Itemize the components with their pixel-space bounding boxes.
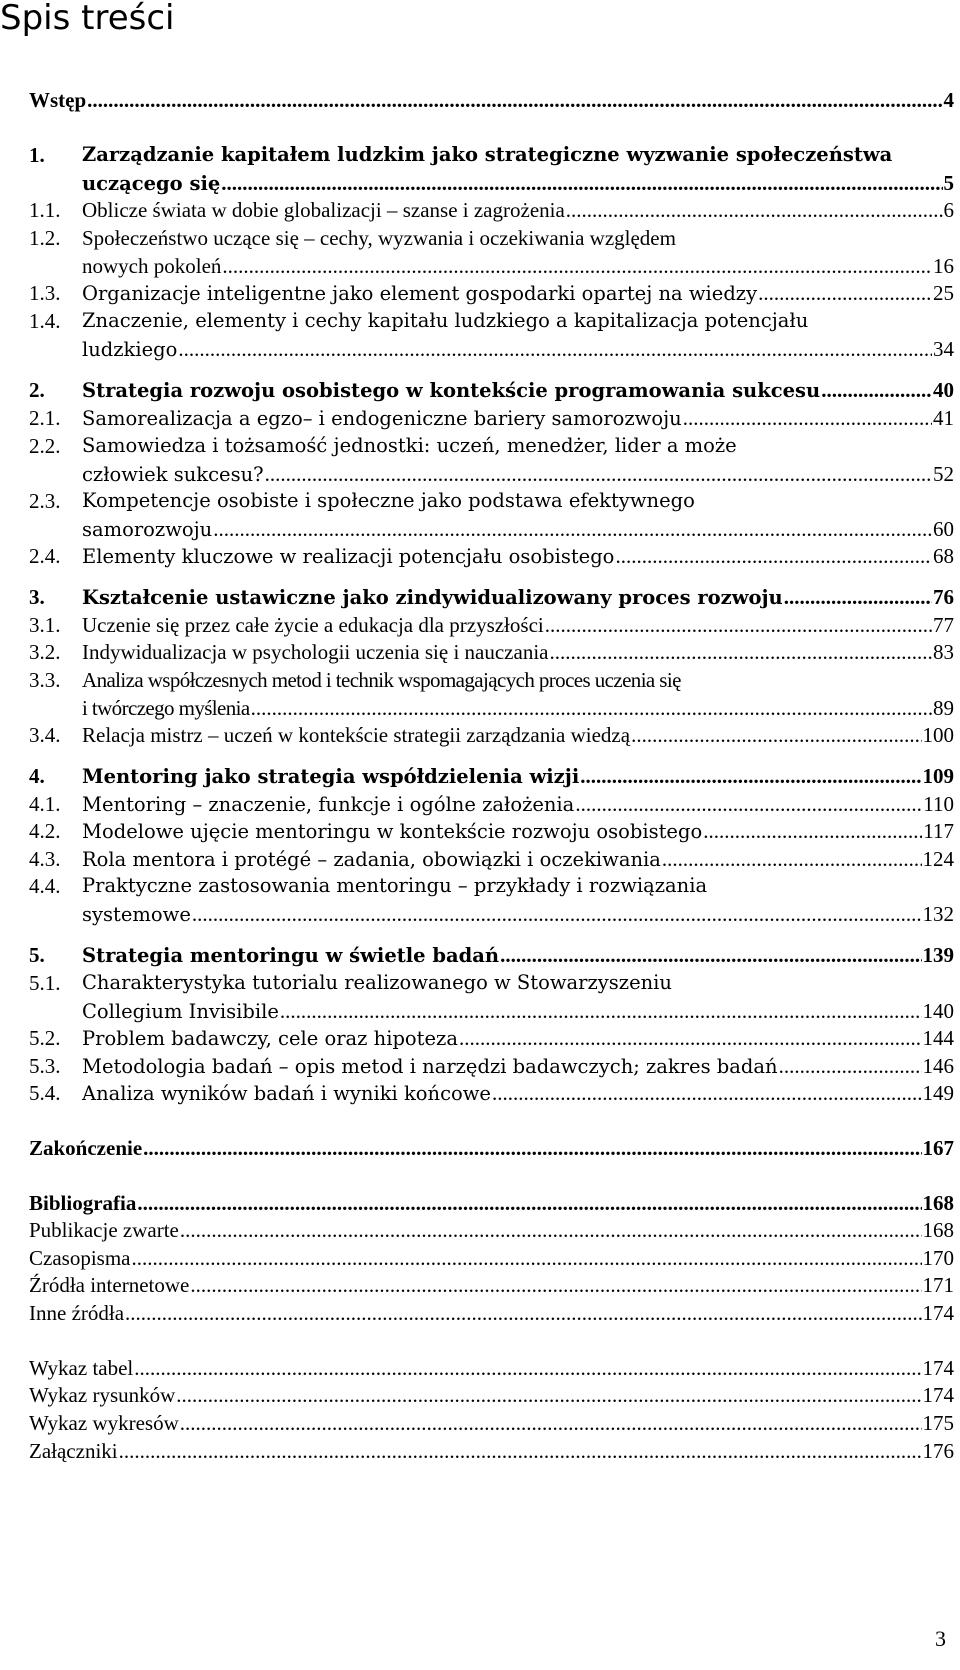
toc-entry-title: Problem badawczy, cele oraz hipoteza <box>82 1027 458 1050</box>
dot-leader <box>280 997 922 1025</box>
toc-entry-title: Analiza współczesnych metod i technik wspomagających proces uczenia się <box>82 668 681 692</box>
toc-entry-title: Rola mentora i protégé – zadania, obowiązki i oczekiwania <box>82 848 661 871</box>
toc-entry-page: 146 <box>922 1054 954 1078</box>
toc-entry-title: Mentoring jako strategia współdzielenia wizji <box>82 765 580 788</box>
toc-entry-title: Wykaz wykresów <box>29 1411 179 1435</box>
toc-entry-page: 168 <box>922 1191 954 1215</box>
dot-leader <box>575 790 922 818</box>
toc-entry-number: 5.1. <box>29 971 61 995</box>
dot-leader <box>134 1354 921 1382</box>
toc-entry[interactable] <box>29 432 954 488</box>
toc-entry-page: 77 <box>933 613 954 637</box>
dot-leader <box>662 845 922 873</box>
toc-entry-page: 110 <box>923 792 954 816</box>
toc-entry[interactable] <box>29 376 954 404</box>
toc-entry-title: Samorealizacja a egzo– i endogeniczne bariery samorozwoju <box>82 407 682 430</box>
toc-entry[interactable] <box>29 845 954 873</box>
toc-entry-title: Samowiedza i tożsamość jednostki: uczeń, menedżer, lider a może <box>82 434 737 457</box>
toc-entry-page: 100 <box>922 723 954 747</box>
toc-entry-page: 117 <box>923 819 954 843</box>
toc-entry-number: 5.3. <box>29 1054 61 1078</box>
toc-entry-title: Indywidualizacja w psychologii uczenia się i nauczania <box>82 640 549 664</box>
toc-entry[interactable] <box>29 1381 954 1409</box>
toc-entry-page: 144 <box>922 1026 954 1050</box>
toc-entry[interactable] <box>29 224 954 280</box>
toc-entry-page: 40 <box>933 378 954 402</box>
toc-entry-title: Wykaz rysunków <box>29 1383 176 1407</box>
toc-entry[interactable] <box>29 583 954 611</box>
toc-entry-page: 41 <box>933 406 954 430</box>
toc-entry-number: 2.3. <box>29 489 61 513</box>
page-number: 3 <box>935 1626 946 1651</box>
toc-entry-title: Zarządzanie kapitałem ludzkim jako strategiczne wyzwanie społeczeństwa <box>82 143 893 166</box>
toc-entry-number: 4.1. <box>29 792 61 816</box>
toc-entry[interactable] <box>29 1437 954 1465</box>
dot-leader <box>615 542 932 570</box>
dot-leader <box>784 583 932 611</box>
toc-entry-title: Kompetencje osobiste i społeczne jako podstawa efektywnego <box>82 489 695 512</box>
dot-leader <box>192 900 922 928</box>
toc-entry[interactable] <box>29 1134 954 1162</box>
toc-entry-number: 4.3. <box>29 847 61 871</box>
toc-entry-title: Znaczenie, elementy i cechy kapitału ludzkiego a kapitalizacja potencjału <box>82 309 809 332</box>
toc-entry-number: 2.1. <box>29 406 61 430</box>
toc-entry-title: Praktyczne zastosowania mentoringu – przykłady i rozwiązania <box>82 874 708 897</box>
toc-entry-page: 89 <box>933 696 954 720</box>
toc-entry-page: 140 <box>922 999 954 1023</box>
toc-entry-page: 34 <box>933 337 954 361</box>
toc-entry-page: 167 <box>922 1136 954 1160</box>
dot-leader <box>213 515 932 543</box>
toc-entry[interactable] <box>29 790 954 818</box>
dot-leader <box>180 1409 922 1437</box>
page-title: Spis treści <box>0 0 175 38</box>
toc-entry-title-continuation: uczącego się <box>82 172 221 195</box>
toc-entry-title: Wykaz tabel <box>29 1356 134 1380</box>
toc-entry-title: Publikacje zwarte <box>29 1218 179 1242</box>
toc-entry-title: Czasopisma <box>29 1246 131 1270</box>
toc-entry-number: 3.3. <box>29 668 61 692</box>
toc-entry-number: 3.2. <box>29 640 61 664</box>
dot-leader <box>119 1437 922 1465</box>
toc-entry-title-continuation: i twórczego myślenia <box>82 696 250 720</box>
toc-entry-title-continuation: nowych pokoleń <box>82 254 222 278</box>
toc-entry[interactable] <box>29 307 954 363</box>
toc-entry-title: Elementy kluczowe w realizacji potencjału osobistego <box>82 545 615 568</box>
dot-leader <box>549 638 932 666</box>
dot-leader <box>143 1134 921 1162</box>
toc-entry[interactable] <box>29 279 954 307</box>
toc-entry-number: 3.4. <box>29 723 61 747</box>
dot-leader <box>566 196 943 224</box>
toc-entry[interactable] <box>29 1409 954 1437</box>
toc-entry-page: 25 <box>933 281 954 305</box>
toc-entry-page: 5 <box>943 171 954 195</box>
toc-entry[interactable] <box>29 1216 954 1244</box>
toc-entry-number: 2.4. <box>29 544 61 568</box>
toc-entry-title-continuation: Collegium Invisibile <box>82 1000 279 1023</box>
dot-leader <box>821 376 932 404</box>
toc-entry-number: 1.3. <box>29 281 61 305</box>
dot-leader <box>703 817 922 845</box>
toc-entry[interactable] <box>29 487 954 543</box>
toc-entry-title: Relacja mistrz – uczeń w kontekście strategii zarządzania wiedzą <box>82 723 631 747</box>
toc-entry-number: 5.2. <box>29 1026 61 1050</box>
dot-leader <box>87 86 942 114</box>
toc-entry[interactable] <box>29 872 954 928</box>
toc-entry[interactable] <box>29 1299 954 1327</box>
toc-entry-number: 4.2. <box>29 819 61 843</box>
toc-entry-title: Modelowe ujęcie mentoringu w kontekście rozwoju osobistego <box>82 820 703 843</box>
toc-entry-title: Strategia rozwoju osobistego w kontekście programowania sukcesu <box>82 379 821 402</box>
toc-entry-title: Strategia mentoringu w świetle badań <box>82 944 500 967</box>
toc-entry-title-continuation: człowiek sukcesu? <box>82 463 264 486</box>
toc-entry-page: 170 <box>922 1246 954 1270</box>
toc-entry[interactable] <box>29 1354 954 1382</box>
dot-leader <box>631 721 921 749</box>
toc-entry-page: 174 <box>922 1356 954 1380</box>
toc-entry[interactable] <box>29 721 954 749</box>
dot-leader <box>459 1024 922 1052</box>
toc-entry-number: 3. <box>29 585 45 609</box>
toc-entry[interactable] <box>29 666 954 722</box>
toc-entry-title: Bibliografia <box>29 1191 137 1215</box>
toc-entry-page: 52 <box>933 462 954 486</box>
toc-entry-number: 3.1. <box>29 613 61 637</box>
toc-entry-title: Metodologia badań – opis metod i narzędzi badawczych; zakres badań <box>82 1055 778 1078</box>
toc-entry[interactable] <box>29 638 954 666</box>
toc-entry-number: 1.1. <box>29 198 61 222</box>
toc-entry-page: 174 <box>922 1383 954 1407</box>
toc-entry-number: 5.4. <box>29 1081 61 1105</box>
toc-entry[interactable] <box>29 1024 954 1052</box>
toc-entry-page: 139 <box>922 943 954 967</box>
toc-entry-number: 1.4. <box>29 309 61 333</box>
toc-entry[interactable] <box>29 1189 954 1217</box>
toc-entry[interactable] <box>29 817 954 845</box>
dot-leader <box>222 252 932 280</box>
toc-entry-title: Inne źródła <box>29 1301 125 1325</box>
toc-entry-page: 149 <box>922 1081 954 1105</box>
toc-entry-title: Oblicze świata w dobie globalizacji – szanse i zagrożenia <box>82 198 565 222</box>
toc-entry-number: 2. <box>29 378 45 402</box>
toc-entry[interactable] <box>29 1052 954 1080</box>
dot-leader <box>683 404 932 432</box>
toc-entry[interactable] <box>29 196 954 224</box>
dot-leader <box>176 1381 921 1409</box>
toc-entry-page: 16 <box>933 254 954 278</box>
toc-entry-number: 4. <box>29 764 45 788</box>
toc-entry-title: Zakończenie <box>29 1136 143 1160</box>
toc-entry-page: 60 <box>933 517 954 541</box>
toc-entry-title: Wstęp <box>29 88 87 112</box>
toc-entry[interactable] <box>29 969 954 1025</box>
toc-entry-title-continuation: ludzkiego <box>82 338 178 361</box>
dot-leader <box>492 1079 922 1107</box>
toc-entry-title: Źródła internetowe <box>29 1273 190 1297</box>
toc-entry-page: 109 <box>922 764 954 788</box>
toc-entry-title: Organizacje inteligentne jako element gospodarki opartej na wiedzy <box>82 282 758 305</box>
dot-leader <box>190 1271 921 1299</box>
dot-leader <box>180 1216 922 1244</box>
toc-entry[interactable] <box>29 1079 954 1107</box>
dot-leader <box>131 1244 921 1272</box>
toc-entry-title: Kształcenie ustawiczne jako zindywidualizowany proces rozwoju <box>82 586 783 609</box>
toc-entry-title-continuation: samorozwoju <box>82 518 213 541</box>
toc-entry-number: 2.2. <box>29 434 61 458</box>
toc-entry-title: Społeczeństwo uczące się – cechy, wyzwania i oczekiwania względem <box>82 226 676 250</box>
dot-leader <box>137 1189 921 1217</box>
toc-entry-page: 76 <box>933 585 954 609</box>
toc-entry[interactable] <box>29 542 954 570</box>
toc-entry[interactable] <box>29 611 954 639</box>
toc-entry[interactable] <box>29 1244 954 1272</box>
toc-entry-page: 68 <box>933 544 954 568</box>
toc-entry[interactable] <box>29 404 954 432</box>
dot-leader <box>500 941 921 969</box>
toc-entry-number: 1.2. <box>29 226 61 250</box>
toc-entry-page: 83 <box>933 640 954 664</box>
toc-entry-title: Mentoring – znaczenie, funkcje i ogólne założenia <box>82 793 575 816</box>
toc-entry[interactable] <box>29 941 954 969</box>
toc-entry-page: 132 <box>922 902 954 926</box>
toc-entry[interactable] <box>29 762 954 790</box>
toc-entry-page: 176 <box>922 1439 954 1463</box>
toc-entry-page: 174 <box>922 1301 954 1325</box>
dot-leader <box>178 335 932 363</box>
toc-entry-title: Załączniki <box>29 1439 118 1463</box>
toc-entry[interactable] <box>29 86 954 114</box>
toc-entry[interactable] <box>29 141 954 197</box>
dot-leader <box>545 611 932 639</box>
toc-entry-number: 5. <box>29 943 45 967</box>
toc-entry-title-continuation: systemowe <box>82 903 191 926</box>
toc-entry-title: Analiza wyników badań i wyniki końcowe <box>82 1082 491 1105</box>
dot-leader <box>779 1052 922 1080</box>
toc-entry-number: 4.4. <box>29 874 61 898</box>
dot-leader <box>125 1299 921 1327</box>
dot-leader <box>758 279 932 307</box>
toc-entry[interactable] <box>29 1271 954 1299</box>
dot-leader <box>221 169 942 197</box>
toc-entry-number: 1. <box>29 143 45 167</box>
dot-leader <box>265 460 932 488</box>
toc-entry-page: 171 <box>922 1273 954 1297</box>
toc-entry-title: Uczenie się przez całe życie a edukacja dla przyszłości <box>82 613 544 637</box>
dot-leader <box>251 694 932 722</box>
toc-entry-page: 175 <box>922 1411 954 1435</box>
dot-leader <box>580 762 921 790</box>
toc-entry-page: 124 <box>922 847 954 871</box>
toc-entry-page: 6 <box>943 198 954 222</box>
toc-entry-page: 4 <box>943 88 954 112</box>
toc-entry-title: Charakterystyka tutorialu realizowanego w Stowarzyszeniu <box>82 971 672 994</box>
toc-entry-page: 168 <box>922 1218 954 1242</box>
